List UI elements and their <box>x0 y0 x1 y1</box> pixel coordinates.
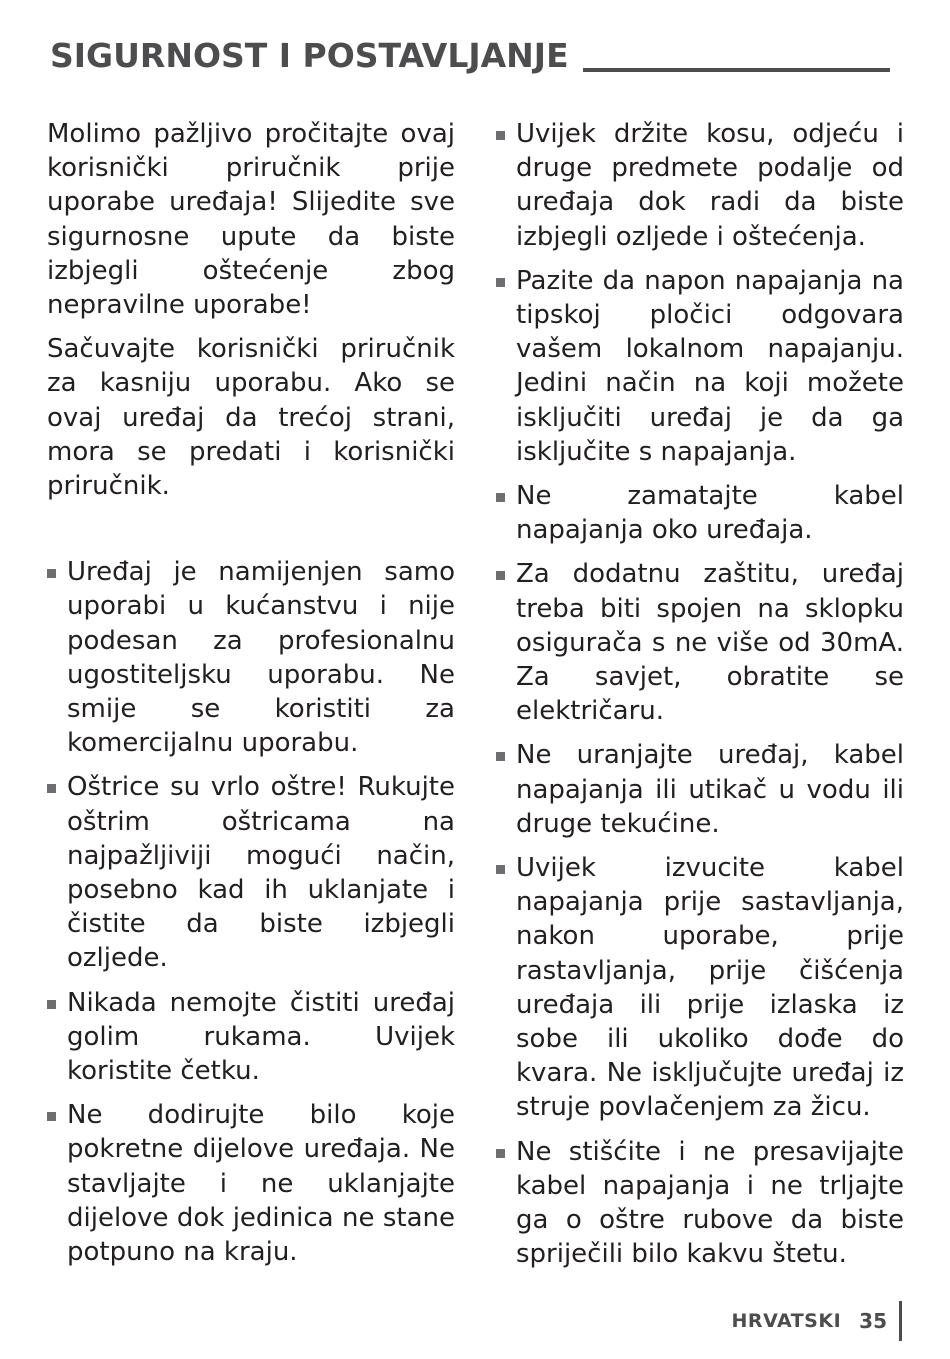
square-bullet-icon <box>47 1112 56 1121</box>
list-item-text: Uređaj je namijenjen samo uporabi u kućanstvu i nije podesan za profesionalnu ugostiteljsku uporabu. Ne smije se koristiti za komercijalnu uporabu. <box>67 557 455 759</box>
square-bullet-icon <box>496 278 505 287</box>
list-item <box>496 738 904 841</box>
list-item-text: Za dodatnu zaštitu, uređaj treba biti spojen na sklopku osigurača s ne više od 30mA. Za savjet, obratite se električaru. <box>516 559 904 727</box>
list-item-text: Ne uranjajte uređaj, kabel napajanja ili utikač u vodu ili druge tekućine. <box>516 740 904 839</box>
list-item <box>47 770 455 975</box>
square-bullet-icon <box>47 1000 56 1009</box>
list-item <box>47 986 455 1089</box>
intro-paragraph: Sačuvajte korisnički priručnik za kasniju uporabu. Ako se ovaj uređaj da trećoj strani, mora se predati i korisnički priručnik. <box>47 334 455 502</box>
list-item <box>496 851 904 1125</box>
list-item <box>496 479 904 547</box>
list-item-text: Uvijek držite kosu, odjeću i druge predmete podalje od uređaja dok radi da biste izbjegli ozljede i oštećenja. <box>516 119 904 252</box>
footer-divider <box>899 1301 902 1341</box>
left-column <box>47 117 455 1279</box>
list-item-text: Ne stišćite i ne presavijajte kabel napajanja i ne trljajte ga o oštre rubove da biste spriječili bilo kakvu štetu. <box>516 1136 904 1270</box>
list-item <box>496 557 904 728</box>
page-number: 35 <box>859 1309 887 1333</box>
list-item <box>496 1135 904 1272</box>
list-item-text: Uvijek izvucite kabel napajanja prije sastavljanja, nakon uporabe, prije rastavljanja, prije čišćenja uređaja ili prije izlaska iz sobe ili ukoliko dođe do kvara. Ne isključujte uređaj iz struje povlačenjem za žicu. <box>516 853 904 1123</box>
square-bullet-icon <box>496 865 505 874</box>
square-bullet-icon <box>47 569 56 578</box>
square-bullet-icon <box>496 571 505 580</box>
list-item-text: Oštrice su vrlo oštre! Rukujte oštrim oštricama na najpažljiviji mogući način, posebno kad ih uklanjate i čistite da biste izbjegli ozljede. <box>67 772 455 974</box>
list-item <box>496 117 904 254</box>
page-footer <box>732 1301 902 1341</box>
list-item-text: Ne zamatajte kabel napajanja oko uređaja. <box>516 481 904 546</box>
page-title: SIGURNOST I POSTAVLJANJE <box>50 36 569 75</box>
square-bullet-icon <box>496 493 505 502</box>
square-bullet-icon <box>496 131 505 140</box>
square-bullet-icon <box>496 752 505 761</box>
list-item <box>47 555 455 760</box>
list-item-text: Pazite da napon napajanja na tipskoj pločici odgovara vašem lokalnom napajanju. Jedini način na koji možete isključiti uređaj je da ga isključite s napajanja. <box>516 265 904 467</box>
list-item <box>496 264 904 469</box>
page-header <box>50 30 890 80</box>
square-bullet-icon <box>47 784 56 793</box>
list-item-text: Ne dodirujte bilo koje pokretne dijelove uređaja. Ne stavljajte i ne uklanjajte dijelove dok jedinica ne stane potpuno na kraju. <box>67 1100 455 1268</box>
square-bullet-icon <box>496 1149 505 1158</box>
list-item <box>47 1098 455 1269</box>
title-underline-rule <box>583 68 890 72</box>
section-spacer <box>47 513 455 555</box>
list-item-text: Nikada nemojte čistiti uređaj golim rukama. Uvijek koristite četku. <box>67 987 455 1087</box>
footer-language: HRVATSKI <box>731 1310 842 1332</box>
intro-paragraph: Molimo pažljivo pročitajte ovaj korisnički priručnik prije uporabe uređaja! Slijedite sve sigurnosne upute da biste izbjegli oštećenje zbog nepravilne uporabe! <box>47 119 455 321</box>
right-column <box>496 117 904 1282</box>
